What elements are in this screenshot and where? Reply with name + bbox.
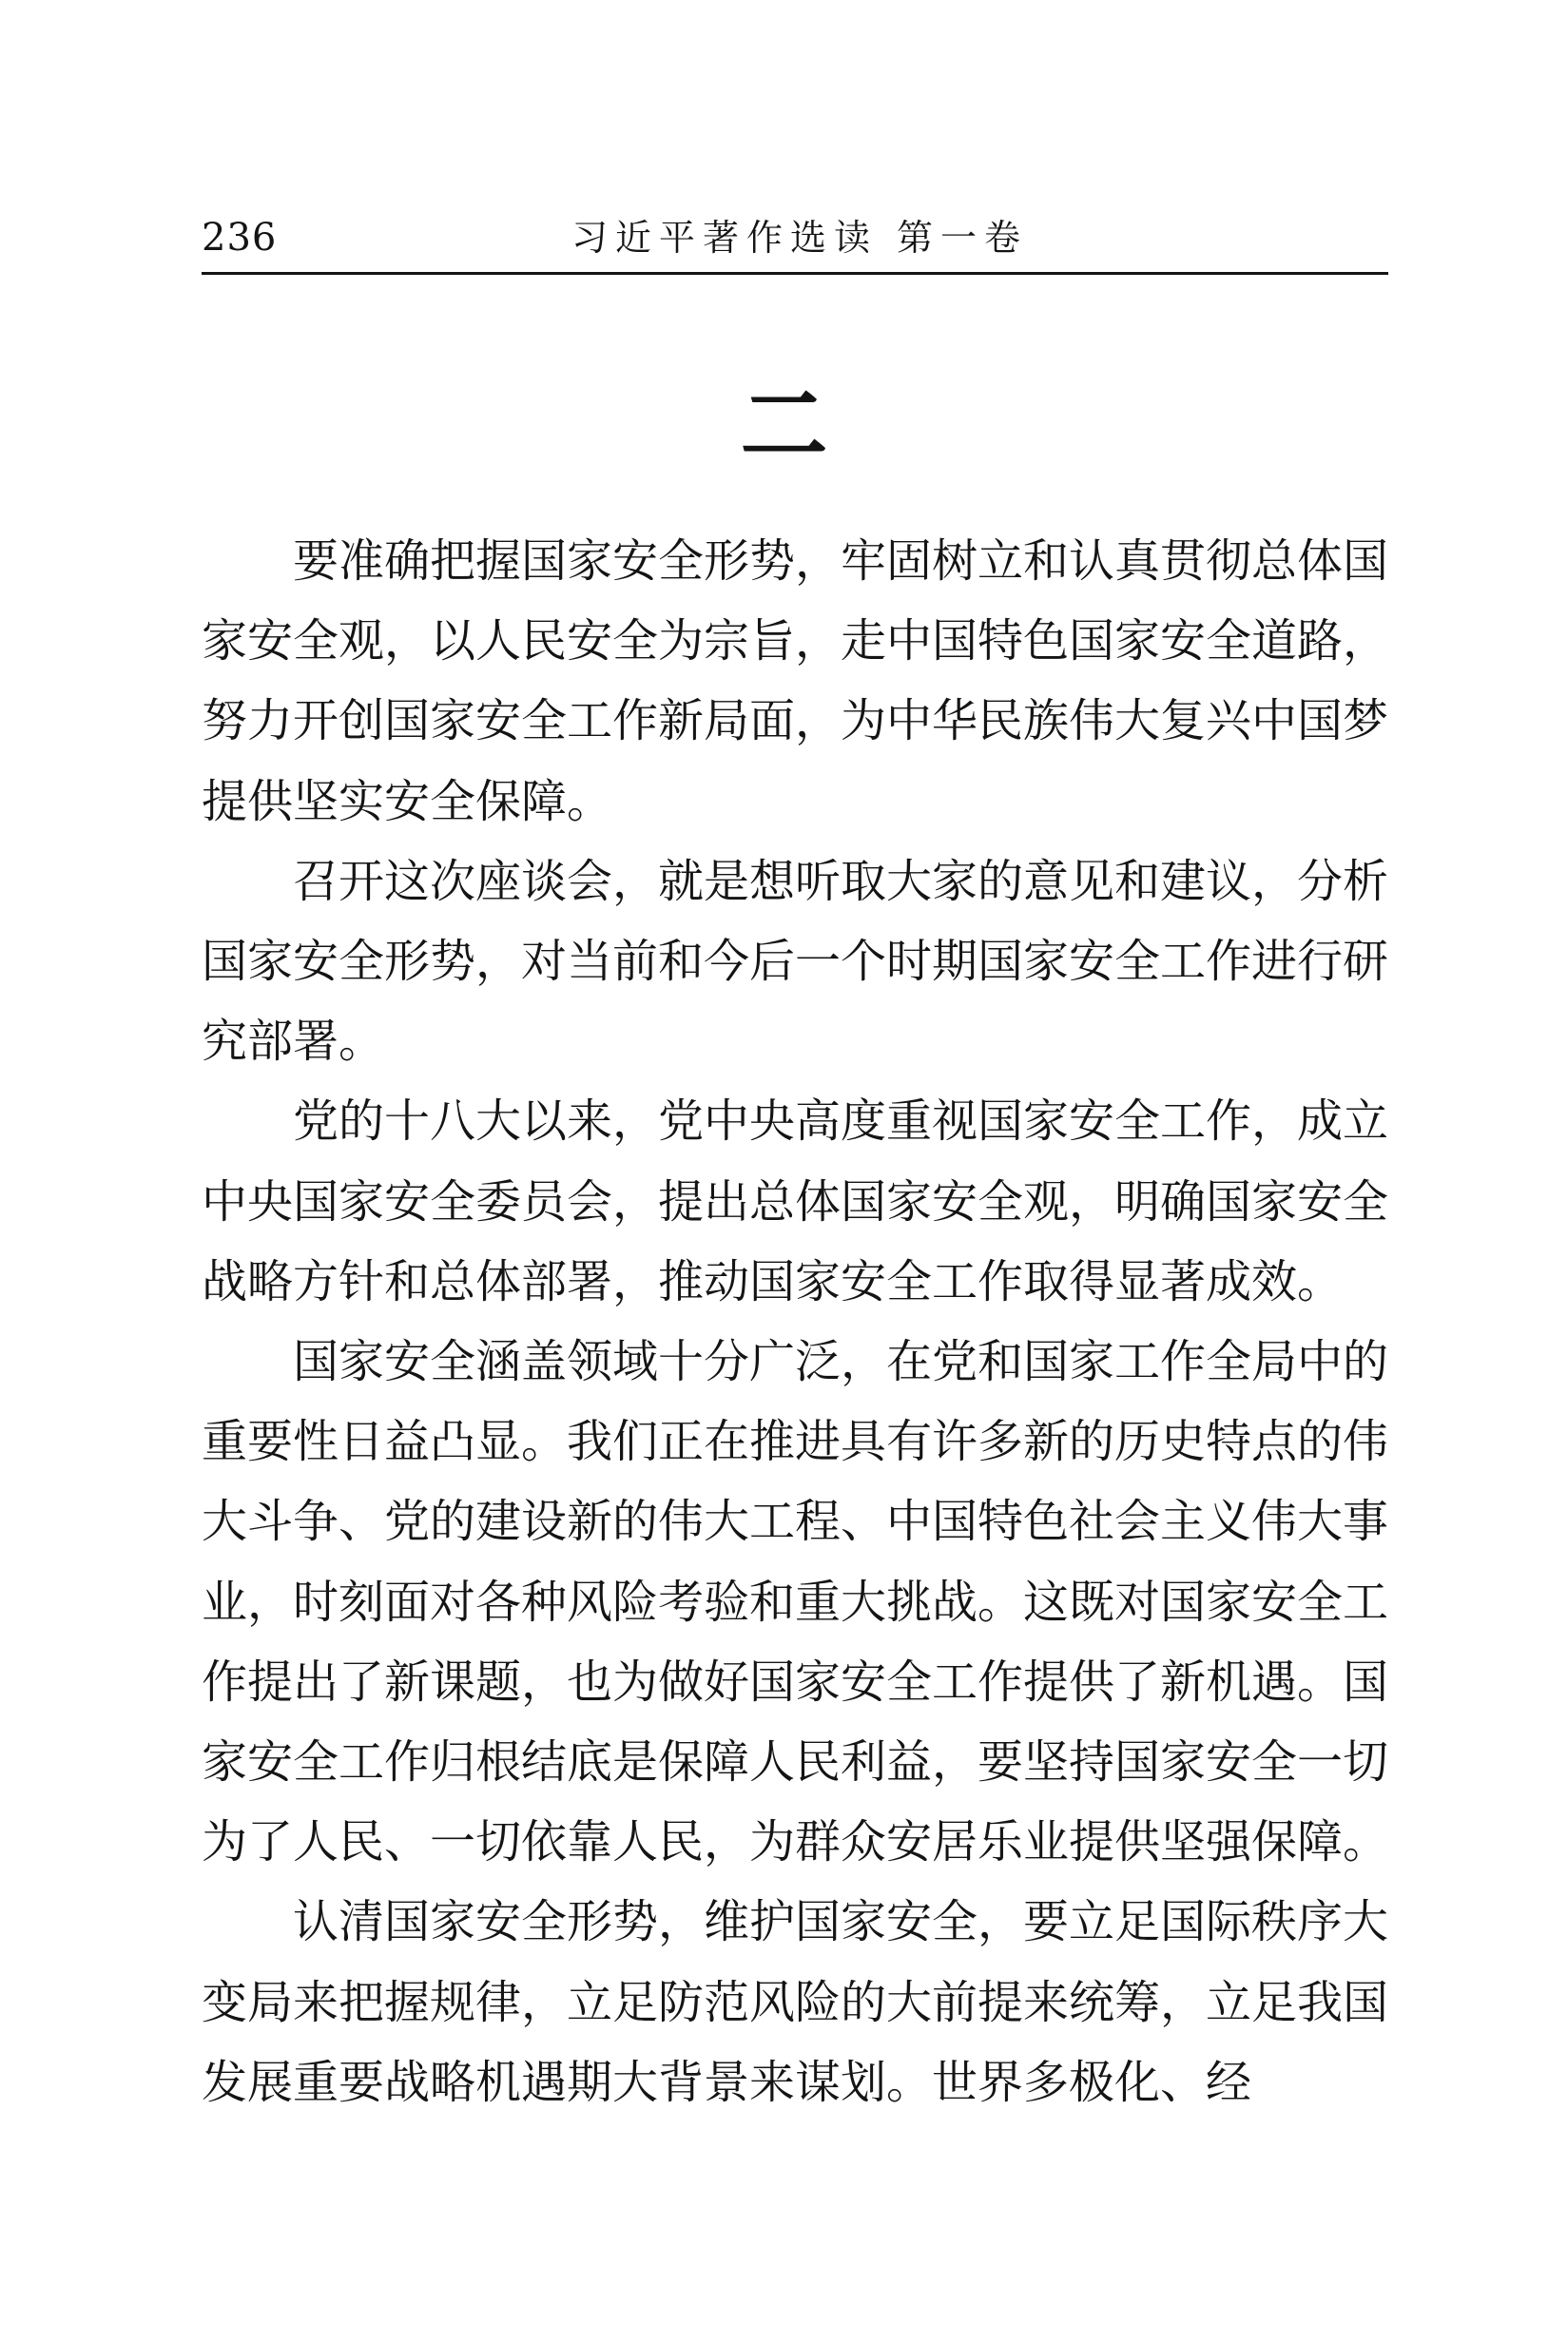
header-rule bbox=[202, 272, 1388, 275]
paragraph: 召开这次座谈会，就是想听取大家的意见和建议，分析国家安全形势，对当前和今后一个时期国家安全工作进行研究部署。 bbox=[202, 854, 1389, 1069]
body-text bbox=[202, 521, 1388, 2122]
paragraph: 要准确把握国家安全形势，牢固树立和认真贯彻总体国家安全观，以人民安全为宗旨，走中国特色国家安全道路，努力开创国家安全工作新局面，为中华民族伟大复兴中国梦提供坚实安全保障。 bbox=[202, 534, 1389, 828]
book-title: 习近平著作选读 第一卷 bbox=[571, 217, 1029, 259]
page-number: 236 bbox=[202, 216, 278, 260]
running-head bbox=[202, 209, 1388, 266]
paragraph: 党的十八大以来，党中央高度重视国家安全工作，成立中央国家安全委员会，提出总体国家安全观，明确国家安全战略方针和总体部署，推动国家安全工作取得显著成效。 bbox=[202, 1094, 1389, 1308]
paragraph: 国家安全涵盖领域十分广泛，在党和国家工作全局中的重要性日益凸显。我们正在推进具有许多新的历史特点的伟大斗争、党的建设新的伟大工程、中国特色社会主义伟大事业，时刻面对各种风险考验和重大挑战。这既对国家安全工作提出了新课题，也为做好国家安全工作提供了新机遇。国家安全工作归根结底是保障人民利益，要坚持国家安全一切为了人民、一切依靠人民，为群众安居乐业提供坚强保障。 bbox=[202, 1335, 1389, 1869]
paragraph: 认清国家安全形势，维护国家安全，要立足国际秩序大变局来把握规律，立足防范风险的大前提来统筹，立足我国发展重要战略机遇期大背景来谋划。世界多极化、经 bbox=[202, 1895, 1389, 2109]
section-number: 二 bbox=[740, 374, 828, 476]
